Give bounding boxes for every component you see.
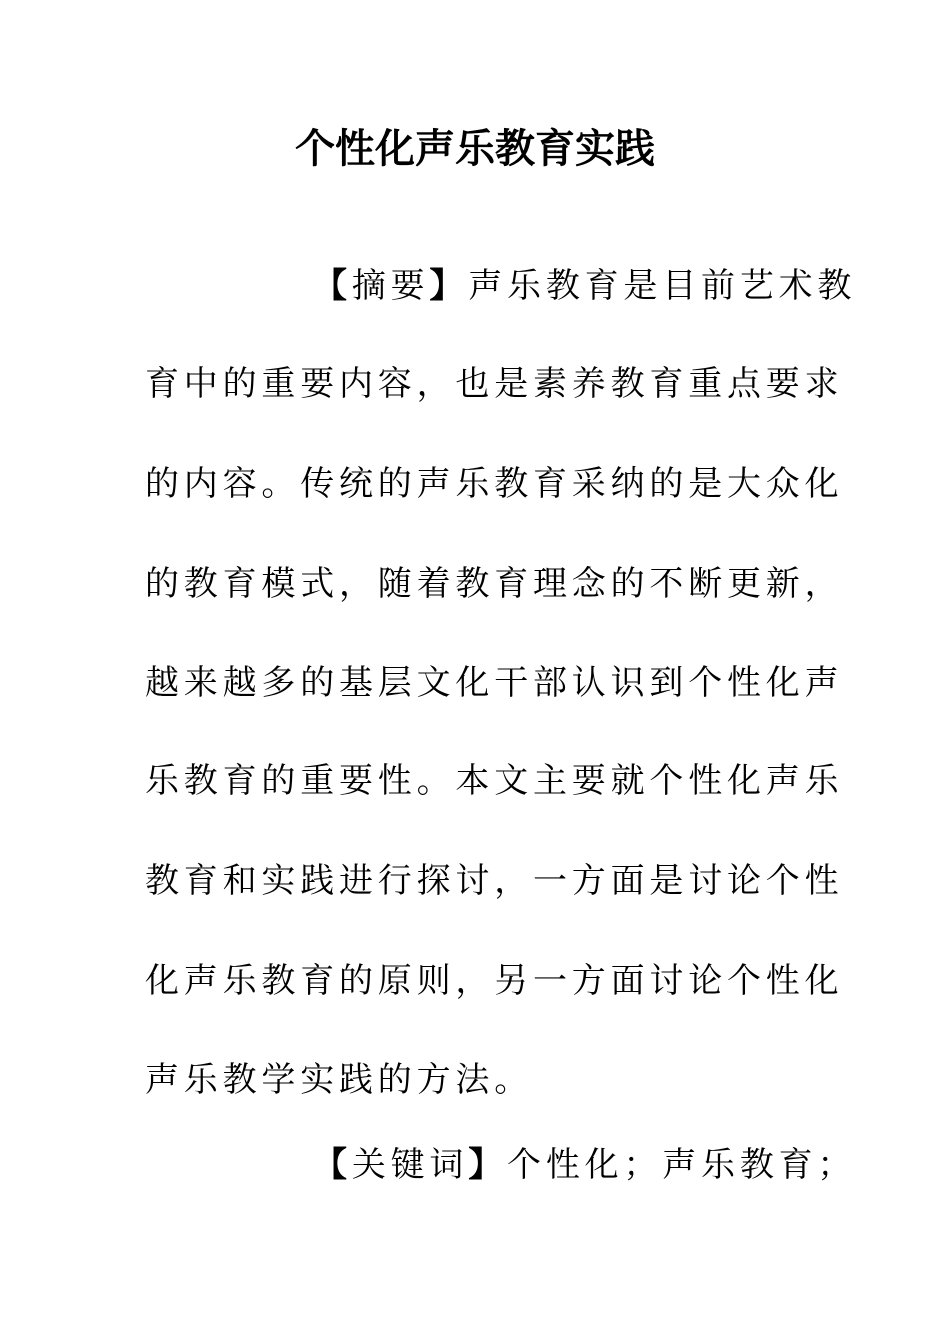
abstract-text-line: 声乐教学实践的方法。 — [145, 1060, 533, 1100]
document-title: 个性化声乐教育实践 — [295, 125, 655, 172]
abstract-label: 摘要 — [351, 266, 430, 306]
keywords-label-close: 】 — [468, 1145, 508, 1185]
abstract-text-line: 的内容。传统的声乐教育采纳的是大众化 — [145, 464, 844, 504]
abstract-first-line — [313, 264, 950, 308]
abstract-text-line: 化声乐教育的原则，另一方面讨论个性化 — [145, 961, 844, 1001]
abstract-text-line: 教育和实践进行探讨，一方面是讨论个性 — [145, 861, 844, 901]
abstract-label-open: 【 — [313, 266, 352, 306]
abstract-text-line: 越来越多的基层文化干部认识到个性化声 — [145, 663, 844, 703]
abstract-text-line: 的教育模式，随着教育理念的不断更新， — [145, 564, 844, 604]
keywords-line — [313, 1143, 950, 1187]
keywords-label-open: 【 — [313, 1145, 352, 1185]
keywords-label: 关键词 — [351, 1145, 469, 1185]
keywords-text: 个性化；声乐教育； — [507, 1145, 857, 1185]
abstract-label-close: 】 — [429, 266, 469, 306]
abstract-text-line: 育中的重要内容，也是素养教育重点要求 — [145, 364, 844, 404]
abstract-text-line: 声乐教育是目前艺术教 — [468, 266, 857, 306]
abstract-text-line: 乐教育的重要性。本文主要就个性化声乐 — [145, 761, 844, 801]
